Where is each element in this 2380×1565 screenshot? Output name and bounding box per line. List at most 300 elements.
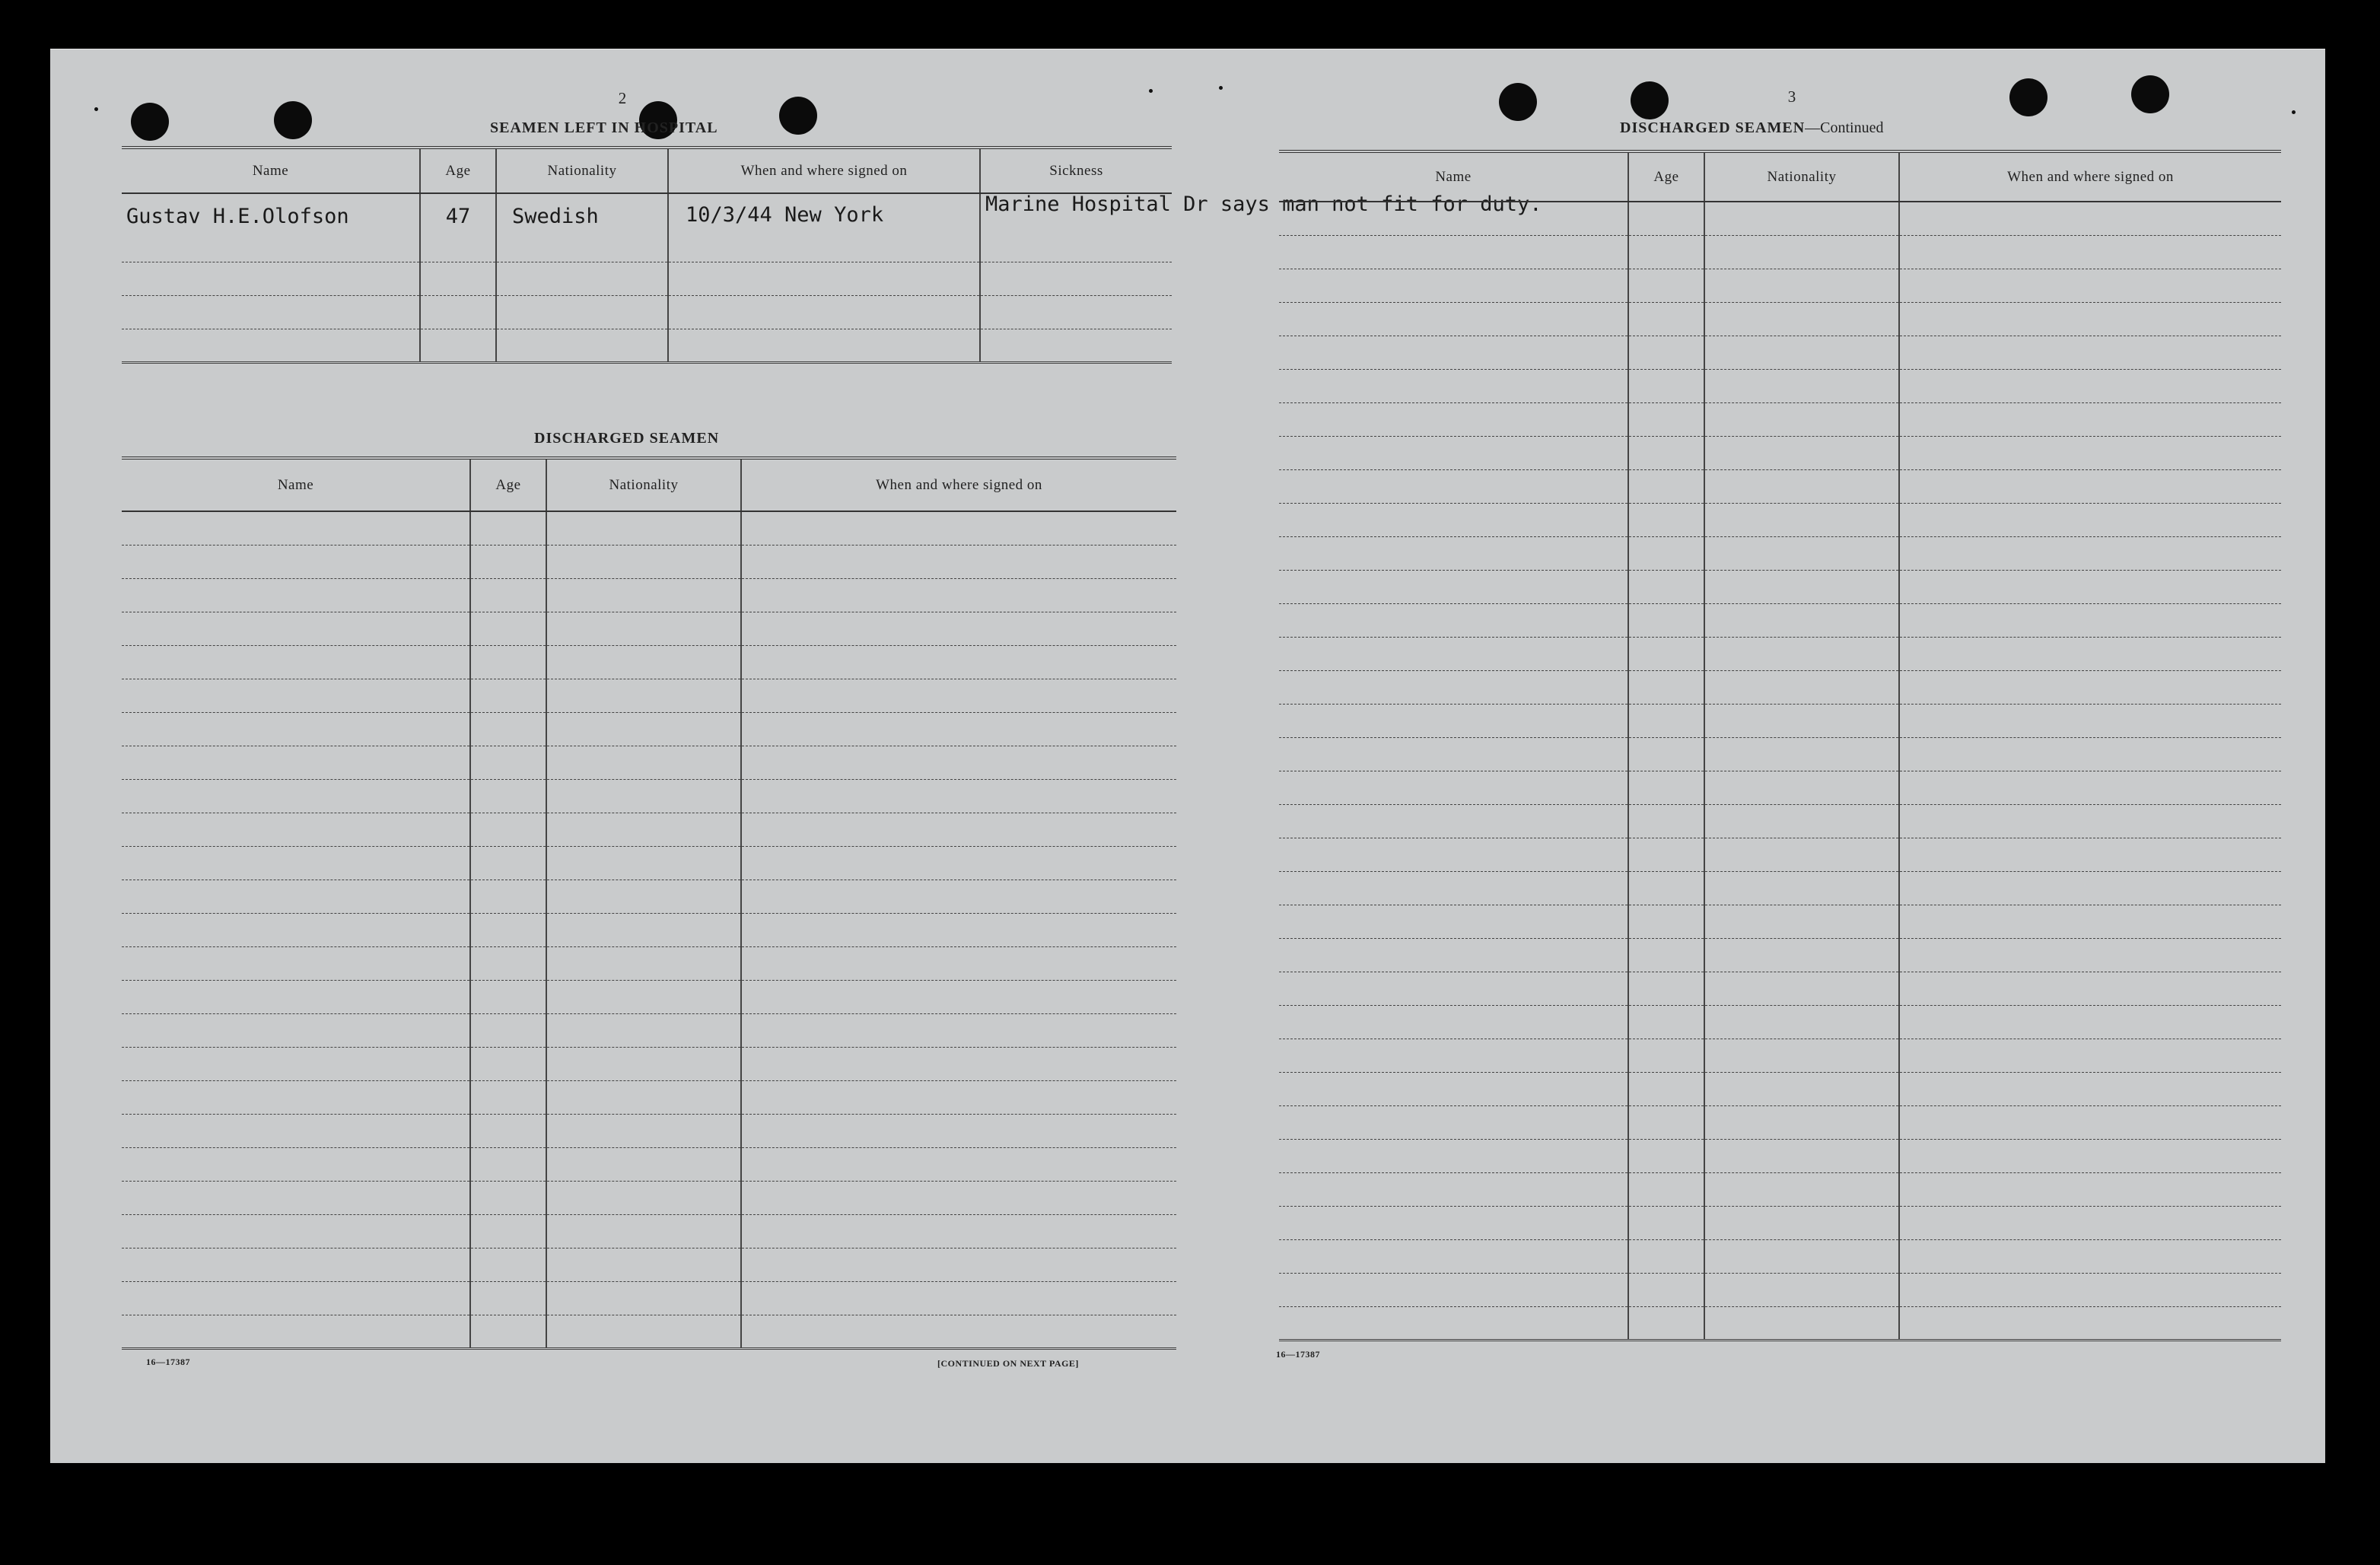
- empty-cell: [546, 1214, 741, 1248]
- empty-cell: [1628, 838, 1704, 871]
- table-row: [122, 295, 1172, 329]
- empty-cell: [470, 1315, 546, 1348]
- column-header-nationality: Nationality: [1704, 151, 1899, 202]
- table-row: [122, 578, 1176, 612]
- empty-cell: [546, 1080, 741, 1114]
- table-row: [122, 645, 1176, 679]
- empty-cell: [1279, 302, 1628, 336]
- column-header-age: Age: [420, 148, 496, 193]
- empty-cell: [1628, 336, 1704, 369]
- empty-cell: [122, 946, 470, 980]
- column-header-age: Age: [1628, 151, 1704, 202]
- empty-cell: [122, 880, 470, 913]
- empty-cell: [546, 511, 741, 545]
- empty-cell: [122, 1214, 470, 1248]
- column-header-signed-on: When and where signed on: [741, 458, 1176, 511]
- empty-cell: [470, 612, 546, 645]
- empty-cell: [470, 1047, 546, 1080]
- empty-cell: [546, 1114, 741, 1147]
- table-row: [1279, 804, 2281, 838]
- column-header-signed-on: When and where signed on: [1899, 151, 2281, 202]
- table-row: [122, 545, 1176, 578]
- empty-cell: [122, 913, 470, 946]
- empty-cell: [1279, 838, 1628, 871]
- speck: [94, 107, 98, 111]
- empty-cell: [741, 1080, 1176, 1114]
- table-row: [1279, 570, 2281, 603]
- document-scan: [50, 49, 2325, 1463]
- table-row: [122, 1114, 1176, 1147]
- empty-cell: [741, 1181, 1176, 1214]
- empty-cell: [1704, 838, 1899, 871]
- empty-cell: [1628, 603, 1704, 637]
- section-title-discharged-continued: DISCHARGED SEAMEN—Continued: [1620, 119, 1884, 136]
- empty-cell: [741, 846, 1176, 880]
- empty-cell: [1899, 302, 2281, 336]
- empty-cell: [546, 545, 741, 578]
- empty-cell: [470, 1080, 546, 1114]
- empty-cell: [1899, 871, 2281, 905]
- empty-cell: [1628, 402, 1704, 436]
- empty-cell: [1279, 1005, 1628, 1039]
- empty-cell: [470, 779, 546, 813]
- table-row: [122, 712, 1176, 746]
- empty-cell: [470, 645, 546, 679]
- empty-cell: [546, 779, 741, 813]
- empty-cell: [1628, 1072, 1704, 1105]
- empty-cell: [741, 1315, 1176, 1348]
- empty-cell: [122, 545, 470, 578]
- empty-cell: [1279, 436, 1628, 469]
- empty-cell: [1279, 871, 1628, 905]
- table-row: [1279, 1005, 2281, 1039]
- empty-cell: [470, 1281, 546, 1315]
- table-row: [1279, 1206, 2281, 1239]
- empty-cell: [1704, 503, 1899, 536]
- empty-cell: [122, 1147, 470, 1181]
- empty-cell: [122, 1281, 470, 1315]
- empty-cell: [546, 1147, 741, 1181]
- empty-cell: [1704, 570, 1899, 603]
- punch-hole: [274, 101, 312, 139]
- empty-cell: [470, 1147, 546, 1181]
- empty-cell: [1279, 1273, 1628, 1306]
- empty-cell: [546, 712, 741, 746]
- empty-cell: [1704, 1039, 1899, 1072]
- empty-cell: [546, 645, 741, 679]
- empty-cell: [1628, 235, 1704, 269]
- empty-cell: [546, 980, 741, 1013]
- table-row: [1279, 871, 2281, 905]
- table-row: [122, 1147, 1176, 1181]
- table-row: [122, 329, 1172, 362]
- section-title-discharged: DISCHARGED SEAMEN: [534, 430, 720, 447]
- cell-name: Gustav H.E.Olofson: [122, 193, 420, 262]
- empty-cell: [741, 578, 1176, 612]
- page-number: 2: [618, 89, 627, 107]
- empty-cell: [1899, 1039, 2281, 1072]
- table-row: [1279, 336, 2281, 369]
- table-row: [1279, 603, 2281, 637]
- table-row: [122, 1080, 1176, 1114]
- empty-cell: [122, 679, 470, 712]
- empty-cell: [122, 1181, 470, 1214]
- empty-cell: [1899, 637, 2281, 670]
- empty-cell: [741, 946, 1176, 980]
- empty-cell: [1628, 369, 1704, 402]
- table-row: [1279, 1239, 2281, 1273]
- empty-cell: [1899, 269, 2281, 302]
- empty-cell: [122, 612, 470, 645]
- empty-cell: [1628, 202, 1704, 235]
- table-row: [122, 980, 1176, 1013]
- empty-cell: [1899, 235, 2281, 269]
- empty-cell: [470, 712, 546, 746]
- empty-cell: [470, 578, 546, 612]
- table-row: [1279, 1105, 2281, 1139]
- empty-cell: [1704, 804, 1899, 838]
- empty-cell: [1899, 1139, 2281, 1172]
- empty-cell: [1279, 804, 1628, 838]
- empty-cell: [122, 1080, 470, 1114]
- table-row: [122, 813, 1176, 846]
- empty-cell: [546, 1013, 741, 1047]
- empty-cell: [1628, 1105, 1704, 1139]
- empty-cell: [1279, 1105, 1628, 1139]
- empty-cell: [1704, 235, 1899, 269]
- table-row: [1279, 972, 2281, 1005]
- empty-cell: [470, 1181, 546, 1214]
- empty-cell: [1279, 704, 1628, 737]
- column-header-nationality: Nationality: [496, 148, 668, 193]
- table-row: [122, 946, 1176, 980]
- empty-cell: [1899, 536, 2281, 570]
- empty-cell: [1704, 1105, 1899, 1139]
- empty-cell: [1899, 938, 2281, 972]
- empty-cell: [1704, 637, 1899, 670]
- empty-cell: [741, 1013, 1176, 1047]
- cell-nationality: Swedish: [496, 193, 668, 262]
- empty-cell: [1279, 972, 1628, 1005]
- table-row: [1279, 503, 2281, 536]
- empty-cell: [1279, 1072, 1628, 1105]
- section-title-hospital: SEAMEN LEFT IN HOSPITAL: [490, 119, 718, 136]
- empty-cell: [1628, 938, 1704, 972]
- empty-cell: [741, 712, 1176, 746]
- empty-cell: [122, 779, 470, 813]
- table-row: [122, 1214, 1176, 1248]
- empty-cell: [1899, 1072, 2281, 1105]
- table-row: [1279, 637, 2281, 670]
- empty-cell: [1704, 1239, 1899, 1273]
- empty-cell: [1704, 302, 1899, 336]
- empty-cell: [741, 1047, 1176, 1080]
- empty-cell: [1279, 637, 1628, 670]
- left-page: [50, 49, 1542, 1463]
- empty-cell: [122, 511, 470, 545]
- form-code: 16—17387: [1276, 1349, 1320, 1360]
- speck: [1219, 86, 1223, 90]
- empty-cell: [546, 679, 741, 712]
- table-row: [1279, 369, 2281, 402]
- empty-cell: [1704, 905, 1899, 938]
- table-row: [1279, 235, 2281, 269]
- empty-cell: [741, 813, 1176, 846]
- empty-cell: [1628, 704, 1704, 737]
- table-row: [122, 913, 1176, 946]
- empty-cell: [1628, 436, 1704, 469]
- empty-cell: [741, 1214, 1176, 1248]
- empty-cell: [1628, 1039, 1704, 1072]
- table-row: [122, 880, 1176, 913]
- empty-cell: [122, 1047, 470, 1080]
- table-row: [1279, 302, 2281, 336]
- empty-cell: [546, 578, 741, 612]
- empty-cell: [1628, 771, 1704, 804]
- empty-cell: [741, 1281, 1176, 1315]
- empty-cell: [1899, 804, 2281, 838]
- table-row: [1279, 536, 2281, 570]
- empty-cell: [546, 946, 741, 980]
- empty-cell: [470, 813, 546, 846]
- speck: [2292, 110, 2296, 114]
- empty-cell: [1704, 704, 1899, 737]
- empty-cell: [1628, 871, 1704, 905]
- discharged-table: [122, 456, 1176, 1350]
- empty-cell: [1899, 202, 2281, 235]
- table-row: [122, 1315, 1176, 1348]
- empty-cell: [1704, 336, 1899, 369]
- empty-cell: [1628, 469, 1704, 503]
- empty-cell: [1628, 1239, 1704, 1273]
- empty-cell: [1899, 1273, 2281, 1306]
- empty-cell: [1279, 336, 1628, 369]
- table-row: [122, 1181, 1176, 1214]
- empty-cell: [1628, 1306, 1704, 1340]
- empty-cell: [1279, 670, 1628, 704]
- empty-cell: [1279, 402, 1628, 436]
- table-row: [1279, 1273, 2281, 1306]
- empty-cell: [741, 511, 1176, 545]
- empty-cell: [470, 880, 546, 913]
- table-row: [122, 679, 1176, 712]
- column-header-nationality: Nationality: [546, 458, 741, 511]
- empty-cell: [1628, 804, 1704, 838]
- table-row: [1279, 670, 2281, 704]
- empty-cell: [546, 612, 741, 645]
- cell-sickness: Marine Hospital Dr says man not fit for duty.: [980, 193, 1172, 262]
- empty-cell: [1899, 603, 2281, 637]
- empty-cell: [1279, 503, 1628, 536]
- empty-cell: [741, 980, 1176, 1013]
- empty-cell: [470, 545, 546, 578]
- empty-cell: [1704, 402, 1899, 436]
- empty-cell: [546, 1248, 741, 1281]
- table-row: [122, 746, 1176, 779]
- table-row: [122, 193, 1172, 262]
- empty-cell: [470, 679, 546, 712]
- table-row: [122, 1281, 1176, 1315]
- column-header-signed-on: When and where signed on: [668, 148, 980, 193]
- empty-cell: [1704, 1273, 1899, 1306]
- empty-cell: [1899, 1206, 2281, 1239]
- empty-cell: [1899, 905, 2281, 938]
- empty-cell: [546, 913, 741, 946]
- empty-cell: [122, 1114, 470, 1147]
- empty-cell: [1704, 1072, 1899, 1105]
- table-row: [1279, 469, 2281, 503]
- column-header-name: Name: [122, 458, 470, 511]
- form-code: 16—17387: [146, 1357, 190, 1367]
- empty-cell: [1899, 436, 2281, 469]
- table-row: [122, 511, 1176, 545]
- empty-cell: [546, 1047, 741, 1080]
- empty-cell: [1628, 570, 1704, 603]
- empty-cell: [470, 1248, 546, 1281]
- table-row: [122, 262, 1172, 295]
- empty-cell: [1279, 1206, 1628, 1239]
- empty-cell: [1279, 1039, 1628, 1072]
- empty-cell: [1279, 1172, 1628, 1206]
- empty-cell: [122, 746, 470, 779]
- table-row: [1279, 838, 2281, 871]
- table-row: [1279, 436, 2281, 469]
- right-page: [1188, 49, 2325, 1463]
- empty-cell: [546, 1281, 741, 1315]
- table-row: [1279, 771, 2281, 804]
- empty-cell: [122, 578, 470, 612]
- empty-cell: [1279, 603, 1628, 637]
- empty-cell: [1628, 972, 1704, 1005]
- table-row: [1279, 1139, 2281, 1172]
- empty-cell: [470, 1114, 546, 1147]
- empty-cell: [1279, 737, 1628, 771]
- discharged-continued-table: [1279, 150, 2281, 1341]
- empty-cell: [1899, 737, 2281, 771]
- empty-cell: [741, 645, 1176, 679]
- table-row: [122, 1047, 1176, 1080]
- empty-cell: [1704, 1139, 1899, 1172]
- empty-cell: [1704, 1005, 1899, 1039]
- empty-cell: [1279, 1306, 1628, 1340]
- empty-cell: [1628, 637, 1704, 670]
- punch-hole: [131, 103, 169, 141]
- empty-cell: [1899, 1005, 2281, 1039]
- empty-cell: [1899, 570, 2281, 603]
- empty-cell: [1899, 1306, 2281, 1340]
- hospital-table: [122, 146, 1542, 364]
- empty-cell: [1628, 1206, 1704, 1239]
- empty-cell: [122, 712, 470, 746]
- empty-cell: [1899, 336, 2281, 369]
- empty-cell: [1279, 469, 1628, 503]
- punch-hole: [1631, 81, 1669, 119]
- empty-cell: [122, 980, 470, 1013]
- empty-cell: [470, 946, 546, 980]
- page-number: 3: [1787, 87, 1796, 106]
- empty-cell: [741, 1248, 1176, 1281]
- empty-cell: [470, 511, 546, 545]
- table-row: [122, 1248, 1176, 1281]
- table-row: [1279, 1072, 2281, 1105]
- empty-cell: [741, 1114, 1176, 1147]
- empty-cell: [1279, 269, 1628, 302]
- punch-hole: [2131, 75, 2169, 113]
- empty-cell: [1628, 536, 1704, 570]
- empty-cell: [470, 1013, 546, 1047]
- empty-cell: [470, 846, 546, 880]
- empty-cell: [546, 880, 741, 913]
- column-header-age: Age: [470, 458, 546, 511]
- table-row: [1279, 1172, 2281, 1206]
- empty-cell: [1628, 1005, 1704, 1039]
- continued-note: [CONTINUED ON NEXT PAGE]: [937, 1358, 1079, 1369]
- empty-cell: [122, 1013, 470, 1047]
- empty-cell: [546, 1315, 741, 1348]
- table-row: [1279, 704, 2281, 737]
- empty-cell: [1279, 202, 1628, 235]
- empty-cell: [1279, 369, 1628, 402]
- empty-cell: [1628, 1139, 1704, 1172]
- empty-cell: [1704, 369, 1899, 402]
- empty-cell: [1899, 402, 2281, 436]
- empty-cell: [546, 746, 741, 779]
- empty-cell: [1628, 737, 1704, 771]
- empty-cell: [1704, 871, 1899, 905]
- table-row: [1279, 269, 2281, 302]
- empty-cell: [1704, 436, 1899, 469]
- punch-hole: [779, 97, 817, 135]
- empty-cell: [1279, 1139, 1628, 1172]
- empty-cell: [1704, 202, 1899, 235]
- empty-cell: [741, 679, 1176, 712]
- cell-age: 47: [420, 193, 496, 262]
- empty-cell: [1704, 670, 1899, 704]
- table-row: [1279, 737, 2281, 771]
- empty-cell: [470, 1214, 546, 1248]
- empty-cell: [741, 1147, 1176, 1181]
- punch-hole: [2009, 78, 2048, 116]
- empty-cell: [1704, 469, 1899, 503]
- empty-cell: [1279, 536, 1628, 570]
- empty-cell: [1704, 1306, 1899, 1340]
- empty-cell: [1628, 670, 1704, 704]
- empty-cell: [470, 746, 546, 779]
- punch-hole: [1499, 83, 1537, 121]
- empty-cell: [741, 746, 1176, 779]
- empty-cell: [122, 846, 470, 880]
- speck: [1149, 89, 1153, 93]
- table-row: [122, 1013, 1176, 1047]
- empty-cell: [546, 813, 741, 846]
- empty-cell: [1704, 269, 1899, 302]
- empty-cell: [1279, 938, 1628, 972]
- empty-cell: [122, 1315, 470, 1348]
- column-header-name: Name: [122, 148, 420, 193]
- empty-cell: [1704, 972, 1899, 1005]
- empty-cell: [546, 846, 741, 880]
- table-row: [122, 846, 1176, 880]
- cell-signed-on: 10/3/44 New York: [668, 193, 980, 262]
- empty-cell: [1899, 1239, 2281, 1273]
- empty-cell: [1704, 737, 1899, 771]
- empty-cell: [1628, 1172, 1704, 1206]
- column-header-sickness: Sickness: [980, 148, 1172, 193]
- empty-cell: [1899, 972, 2281, 1005]
- empty-cell: [1628, 269, 1704, 302]
- empty-cell: [1279, 235, 1628, 269]
- table-row: [1279, 1039, 2281, 1072]
